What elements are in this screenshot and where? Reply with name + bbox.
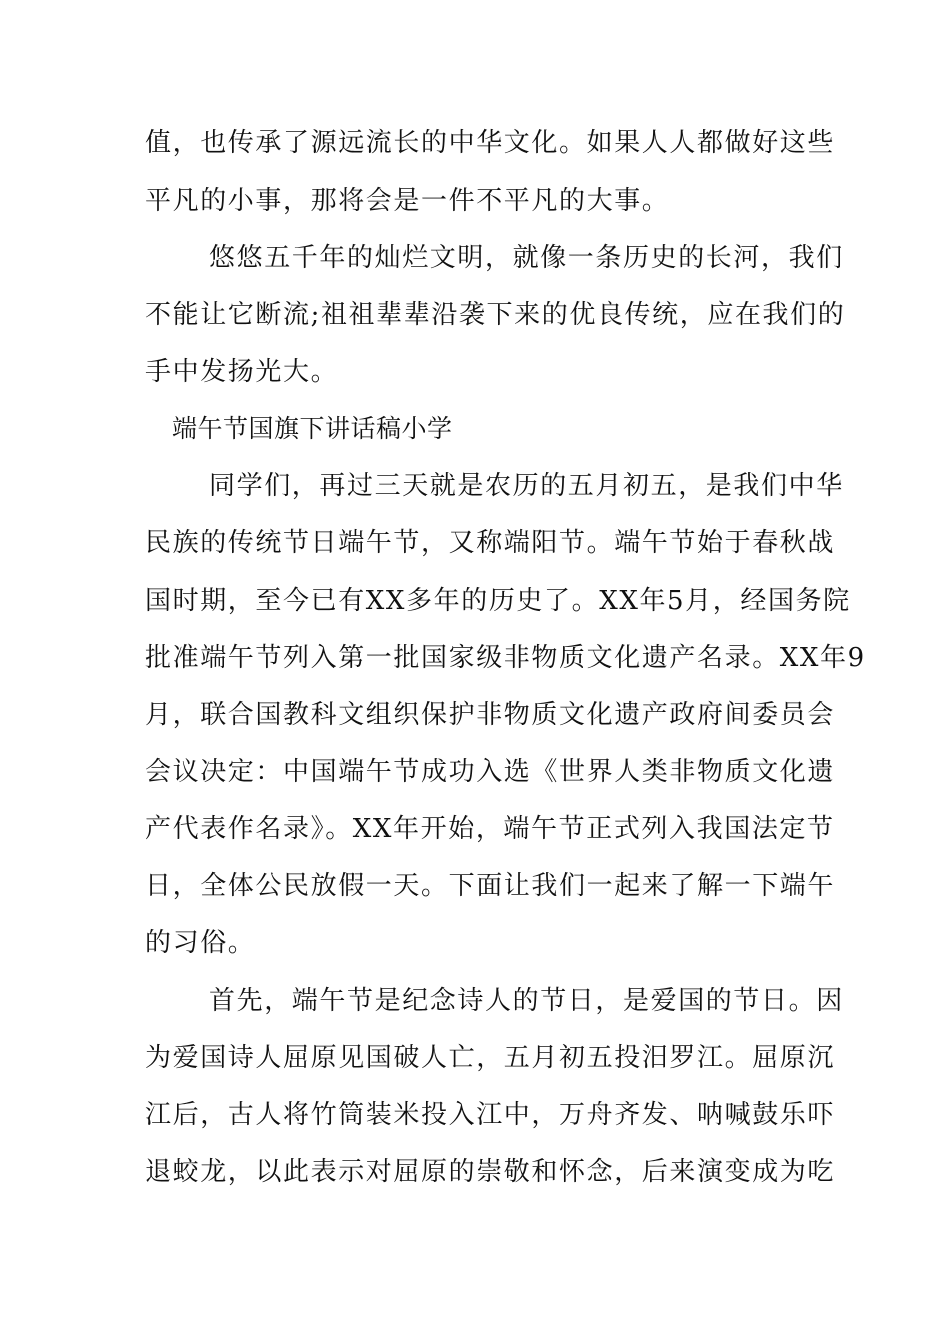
text-line-8: 民族的传统节日端午节，又称端阳节。端午节始于春秋战 bbox=[145, 528, 836, 558]
text-line-17: 为爱国诗人屈原见国破人亡，五月初五投汨罗江。屈原沉 bbox=[145, 1043, 836, 1073]
text-line-19: 退蛟龙，以此表示对屈原的崇敬和怀念，后来演变成为吃 bbox=[145, 1157, 836, 1187]
text-line-4: 不能让它断流;祖祖辈辈沿袭下来的优良传统，应在我们的 bbox=[145, 300, 846, 330]
text-line-5: 手中发扬光大。 bbox=[145, 357, 339, 387]
text-line-2: 平凡的小事，那将会是一件不平凡的大事。 bbox=[145, 186, 670, 216]
text-line-1: 值，也传承了源远流长的中华文化。如果人人都做好这些 bbox=[145, 128, 836, 158]
text-line-7: 同学们，再过三天就是农历的五月初五，是我们中华 bbox=[209, 471, 844, 501]
text-line-16: 首先，端午节是纪念诗人的节日，是爱国的节日。因 bbox=[209, 986, 844, 1016]
text-line-15: 的习俗。 bbox=[145, 928, 256, 958]
section-heading: 端午节国旗下讲话稿小学 bbox=[172, 414, 453, 443]
text-line-12: 会议决定：中国端午节成功入选《世界人类非物质文化遗 bbox=[145, 757, 836, 787]
text-line-18: 江后，古人将竹筒装米投入江中，万舟齐发、呐喊鼓乐吓 bbox=[145, 1100, 836, 1130]
text-line-11: 月，联合国教科文组织保护非物质文化遗产政府间委员会 bbox=[145, 700, 836, 730]
text-line-13: 产代表作名录》。XX年开始，端午节正式列入我国法定节 bbox=[145, 814, 835, 844]
text-line-14: 日，全体公民放假一天。下面让我们一起来了解一下端午 bbox=[145, 871, 836, 901]
text-line-3: 悠悠五千年的灿烂文明，就像一条历史的长河，我们 bbox=[209, 243, 844, 273]
text-line-9: 国时期，至今已有XX多年的历史了。XX年5月，经国务院 bbox=[145, 586, 851, 616]
text-line-10: 批准端午节列入第一批国家级非物质文化遗产名录。XX年9 bbox=[145, 643, 866, 673]
